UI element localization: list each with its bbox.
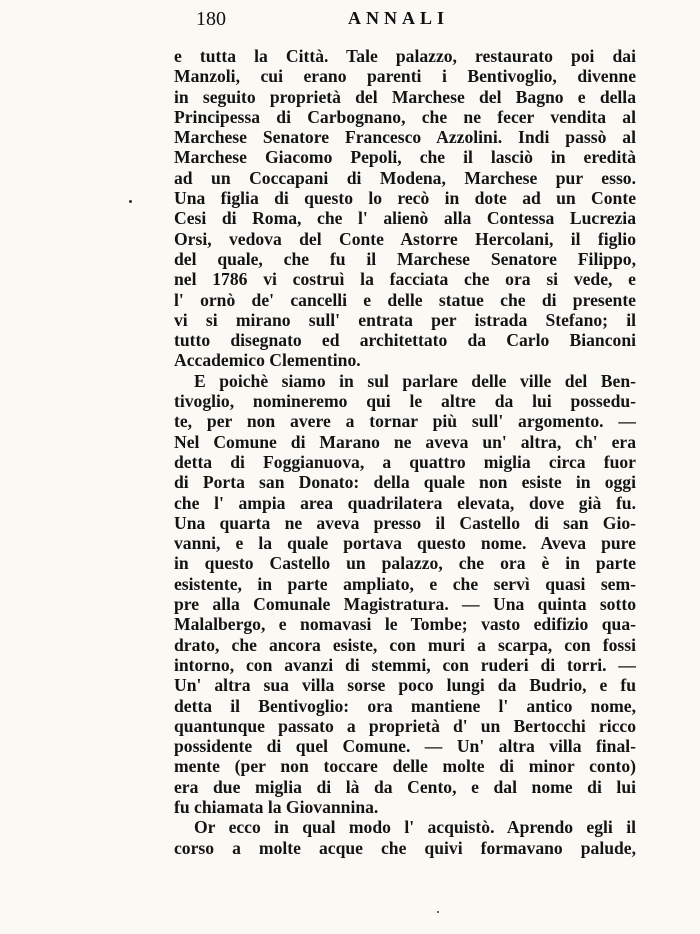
text-line: te, per non avere a tornar più sull' argomento. — (174, 411, 636, 432)
text-line: ad un Coccapani di Modena, Marchese pur esso. (174, 167, 636, 188)
ink-speck (129, 200, 132, 203)
ink-speck (437, 911, 439, 913)
body-text (174, 46, 636, 858)
text-line: Marchese Giacomo Pepoli, che il lasciò in eredità (174, 147, 636, 168)
text-line: intorno, con avanzi di stemmi, con ruderi di torri. — (174, 654, 636, 675)
page-header (196, 8, 496, 34)
text-line: vi si mirano sull' entrata per istrada Stefano; il (174, 309, 636, 330)
text-line: esistente, in parte ampliato, e che servì quasi sem- (174, 573, 636, 594)
text-line: detta di Foggianuova, a quattro miglia circa fuor (174, 451, 636, 472)
text-line: nel 1786 vi costruì la facciata che ora si vede, e (174, 269, 636, 290)
text-line: vanni, e la quale portava questo nome. Aveva pure (174, 533, 636, 554)
text-line: che l' ampia area quadrilatera elevata, dove già fu. (174, 492, 636, 513)
text-line: tivoglio, nomineremo qui le altre da lui possedu- (174, 391, 636, 412)
text-line: era due miglia di là da Cento, e dal nome di lui (174, 776, 636, 797)
text-line: e tutta la Città. Tale palazzo, restaurato poi dai (174, 46, 636, 66)
text-line: Orsi, vedova del Conte Astorre Hercolani, il figlio (174, 228, 636, 249)
text-line: in seguito proprietà del Marchese del Bagno e della (174, 86, 636, 107)
text-line: Una quarta ne aveva presso il Castello di san Gio- (174, 512, 636, 533)
text-line: Principessa di Carbognano, che ne fecer vendita al (174, 106, 636, 127)
text-line: detta il Bentivoglio: ora mantiene l' antico nome, (174, 695, 636, 716)
text-line: Or ecco in qual modo l' acquistò. Aprendo egli il (194, 817, 636, 838)
page-number: 180 (196, 8, 226, 30)
text-line: quantunque passato a proprietà d' un Bertocchi ricco (174, 715, 636, 736)
text-line: mente (per non toccare delle molte di minor conto) (174, 756, 636, 777)
text-line: Un' altra sua villa sorse poco lungi da Budrio, e fu (174, 675, 636, 696)
text-line: di Porta san Donato: della quale non esiste in oggi (174, 472, 636, 493)
text-line: del quale, che fu il Marchese Senatore Filippo, (174, 248, 636, 269)
text-line: in questo Castello un palazzo, che ora è in parte (174, 553, 636, 574)
running-title: ANNALI (348, 8, 450, 28)
text-line: Marchese Senatore Francesco Azzolini. Indi passò al (174, 127, 636, 148)
text-line: Nel Comune di Marano ne aveva un' altra, ch' era (174, 431, 636, 452)
text-line: Manzoli, cui erano parenti i Bentivoglio, divenne (174, 66, 636, 87)
text-line: E poichè siamo in sul parlare delle ville del Ben- (194, 370, 636, 391)
text-line: corso a molte acque che quivi formavano palude, (174, 837, 636, 858)
text-line: l' ornò de' cancelli e delle statue che di presente (174, 289, 636, 310)
text-line: drato, che ancora esiste, con muri a scarpa, con fossi (174, 634, 636, 655)
text-line: fu chiamata la Giovannina. (174, 796, 379, 817)
text-line: Una figlia di questo lo recò in dote ad un Conte (174, 188, 636, 209)
text-line: pre alla Comunale Magistratura. — Una quinta sotto (174, 594, 636, 615)
text-line: Cesi di Roma, che l' alienò alla Contessa Lucrezia (174, 208, 636, 229)
text-line: possidente di quel Comune. — Un' altra villa final- (174, 736, 636, 757)
text-line: Accademico Clementino. (174, 350, 361, 371)
text-line: tutto disegnato ed architettato da Carlo Bianconi (174, 330, 636, 351)
text-line: Malalbergo, e nomavasi le Tombe; vasto edifizio qua- (174, 614, 636, 635)
